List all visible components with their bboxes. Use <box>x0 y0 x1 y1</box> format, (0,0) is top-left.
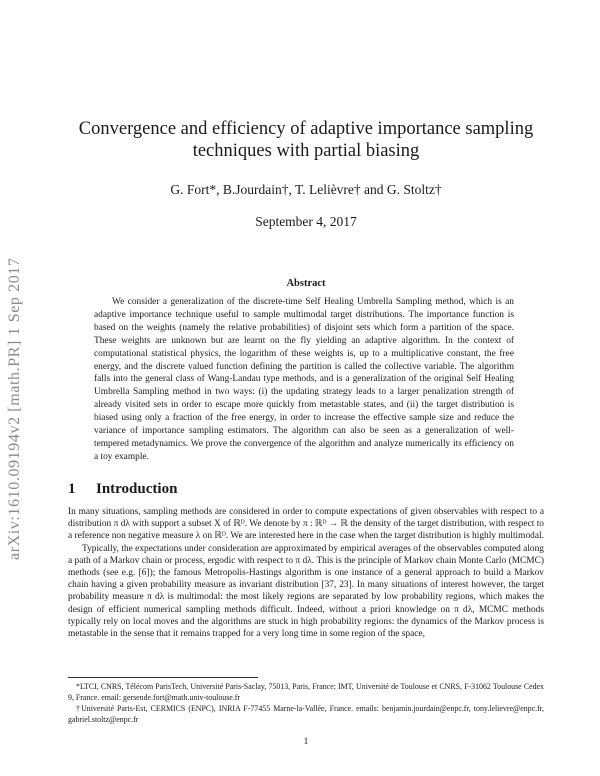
abstract-heading: Abstract <box>286 278 326 289</box>
publication-date: September 4, 2017 <box>255 214 357 229</box>
paper-title: Convergence and efficiency of adaptive importance sampling techniques with partial biasing <box>78 119 534 161</box>
author-list: G. Fort*, B.Jourdain†, T. Lelièvre† and G. Stoltz† <box>170 182 442 197</box>
abstract-text: We consider a generalization of the discrete-time Self Healing Umbrella Sampling method, which is an adaptive importance technique useful to sample multimodal target distributions. The importance function is based on the weights (namely the relative probabilities) of disjoint sets which form a partition of the space. These weights are unknown but are learnt on the fly yielding an adaptive algorithm. In the context of computational statistical physics, the logarithm of these weights is, up to a multiplicative constant, the free energy, and the discrete valued function defining the partition is called the collective variable. The algorithm falls into the general class of Wang-Landau type methods, and is a generalization of the original Self Healing Umbrella Sampling method in two ways: (i) the updating strategy leads to a larger penalization strength of already visited sets in order to escape more quickly from metastable states, and (ii) the target distribution is biased using only a fraction of the free energy, in order to increase the effective sample size and reduce the variance of importance sampling estimators. The algorithm can also be seen as a generalization of well-tempered metadynamics. We prove the convergence of the algorithm and analyze numerically its efficiency on a toy example. <box>94 297 514 462</box>
footnote-rule <box>68 677 258 678</box>
body-paragraph: In many situations, sampling methods are considered in order to compute expectations of given observables with respect to a distribution π dλ with support a subset X of ℝᴰ. We denote by π : ℝᴰ → ℝ the density of the target distribution, with respect to a reference non negative measure λ on ℝᴰ. We are interested here in the case when the target distribution is highly multimodal. <box>68 507 544 542</box>
section-body <box>68 506 544 640</box>
footnote-affiliation-2: †Université Paris-Est, CERMICS (ENPC), INRIA F-77455 Marne-la-Vallée, France. emails: benjamin.jourdain@enpc.fr, tony.lelievre@enpc.fr, gabriel.stoltz@enpc.fr <box>68 704 544 724</box>
section-title: Introduction <box>96 481 178 497</box>
footnote-affiliation-1: *LTCI, CNRS, Télécom ParisTech, Université Paris-Saclay, 75013, Paris, France; IMT, Université de Toulouse et CNRS, F-31062 Toulouse Cedex 9, France. email: gersende.fort@math.univ-toulouse.fr <box>68 682 544 702</box>
body-paragraph: Typically, the expectations under consideration are approximated by empirical averages of the observables computed along a path of a Markov chain or process, ergodic with respect to π dλ. This is the principle of Markov chain Monte Carlo (MCMC) methods (see e.g. [6]); the famous Metropolis-Hastings algorithm is one instance of a general approach to build a Markov chain having a given probability measure as invariant distribution [37, 23]. In many situations of interest however, the target probability measure π dλ is multimodal: the most likely regions are separated by low probability regions, which makes the design of efficient numerical sampling methods difficult. Indeed, without a priori knowledge on π dλ, MCMC methods typically rely on local moves and the algorithms are stuck in high probability regions: the dynamics of the Markov process is metastable in the sense that it remains trapped for a very long time in some region of the space, <box>68 543 544 640</box>
arxiv-identifier: arXiv:1610.09194v2 [math.PR] 1 Sep 2017 <box>6 257 23 560</box>
section-heading <box>68 481 544 498</box>
page-number: 1 <box>303 737 309 747</box>
section-number: 1 <box>68 481 76 497</box>
footnotes <box>68 682 544 726</box>
